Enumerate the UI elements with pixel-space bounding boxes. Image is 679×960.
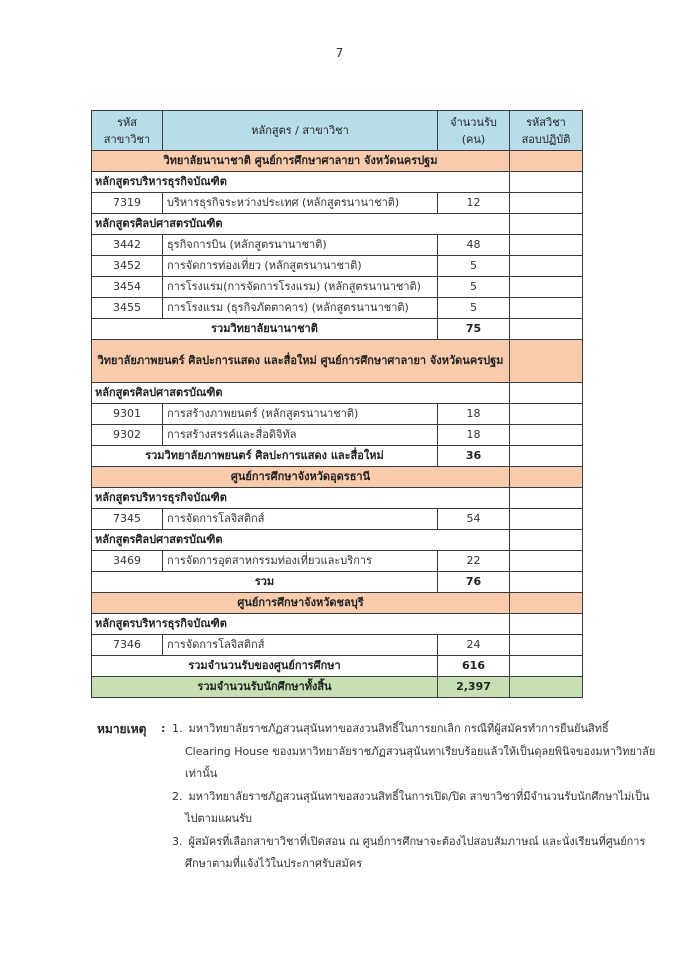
- program-name: การจัดการอุตสาหกรรมท่องเที่ยวและบริการ: [163, 551, 438, 572]
- section-total-row: [92, 656, 583, 677]
- group-row: [92, 488, 583, 509]
- program-quota: 12: [438, 193, 510, 214]
- group-title: หลักสูตรบริหารธุรกิจบัณฑิต: [92, 172, 510, 193]
- note-text: ผู้สมัครที่เลือกสาขาวิชาที่เปิดสอน ณ ศูนย์การศึกษาจะต้องไปสอบสัมภาษณ์ และนั่งเรียนที่ศูนย์การศึกษาตามที่แจ้งไว้ในประกาศรับสมัคร: [185, 834, 646, 870]
- header-quota: [438, 111, 510, 151]
- section-title: ศูนย์การศึกษาจังหวัดอุดรธานี: [92, 467, 510, 488]
- program-quota: 24: [438, 635, 510, 656]
- program-quota: 54: [438, 509, 510, 530]
- group-title: หลักสูตรบริหารธุรกิจบัณฑิต: [92, 488, 510, 509]
- program-code: 3452: [92, 256, 163, 277]
- exam-code-cell: [510, 214, 583, 235]
- section-total-label: รวมวิทยาลัยนานาชาติ: [92, 319, 438, 340]
- section-blank: [510, 467, 583, 488]
- header-quota-line1: จำนวนรับ: [450, 115, 497, 129]
- section-total-value: 76: [438, 572, 510, 593]
- program-code: 9302: [92, 425, 163, 446]
- table-row: [92, 277, 583, 298]
- table-row: [92, 193, 583, 214]
- header-exam-code: [510, 111, 583, 151]
- exam-code-cell: [510, 446, 583, 467]
- grand-total-row: [92, 677, 583, 698]
- table-row: [92, 509, 583, 530]
- group-row: [92, 214, 583, 235]
- section-total-row: [92, 319, 583, 340]
- section-blank: [510, 151, 583, 172]
- program-quota: 5: [438, 298, 510, 319]
- page-number: 7: [335, 46, 344, 60]
- header-program: หลักสูตร / สาขาวิชา: [163, 111, 438, 151]
- exam-code-cell: [510, 298, 583, 319]
- section-total-label: รวมจำนวนรับของศูนย์การศึกษา: [92, 656, 438, 677]
- table-row: [92, 425, 583, 446]
- section-title: วิทยาลัยนานาชาติ ศูนย์การศึกษาศาลายา จังหวัดนครปฐม: [92, 151, 510, 172]
- exam-code-cell: [510, 383, 583, 404]
- program-name: การจัดการโลจิสติกส์: [163, 635, 438, 656]
- program-name: การจัดการโลจิสติกส์: [163, 509, 438, 530]
- exam-code-cell: [510, 488, 583, 509]
- program-quota: 18: [438, 404, 510, 425]
- note-item: [97, 718, 657, 786]
- exam-code-cell: [510, 404, 583, 425]
- section-title: วิทยาลัยภาพยนตร์ ศิลปะการแสดง และสื่อใหม่ ศูนย์การศึกษาศาลายา จังหวัดนครปฐม: [92, 340, 510, 383]
- program-name: การจัดการท่องเที่ยว (หลักสูตรนานาชาติ): [163, 256, 438, 277]
- exam-code-cell: [510, 256, 583, 277]
- program-code: 3454: [92, 277, 163, 298]
- exam-code-cell: [510, 319, 583, 340]
- header-code-line2: สาขาวิชา: [103, 132, 151, 146]
- program-name: การสร้างภาพยนตร์ (หลักสูตรนานาชาติ): [163, 404, 438, 425]
- program-code: 3455: [92, 298, 163, 319]
- program-name: การสร้างสรรค์และสื่อดิจิทัล: [163, 425, 438, 446]
- program-code: 7319: [92, 193, 163, 214]
- note-text: มหาวิทยาลัยราชภัฏสวนสุนันทาขอสงวนสิทธิ์ในการยกเลิก กรณีที่ผู้สมัครทำการยืนยันสิทธิ์ Clearing House ของมหาวิทยาลัยราชภัฏสวนสุนันทาเรียบร้อยแล้วให้เป็นดุลยพินิจของมหาวิทยาลัยเท่านั้น: [185, 722, 656, 780]
- grand-total-value: 2,397: [438, 677, 510, 698]
- table-row: [92, 551, 583, 572]
- section-row: [92, 467, 583, 488]
- group-title: หลักสูตรบริหารธุรกิจบัณฑิต: [92, 614, 510, 635]
- table-row: [92, 298, 583, 319]
- program-code: 7346: [92, 635, 163, 656]
- exam-code-cell: [510, 551, 583, 572]
- section-total-row: [92, 446, 583, 467]
- section-row: [92, 151, 583, 172]
- exam-code-cell: [510, 614, 583, 635]
- program-quota: 5: [438, 277, 510, 298]
- group-title: หลักสูตรศิลปศาสตรบัณฑิต: [92, 530, 510, 551]
- section-total-row: [92, 572, 583, 593]
- header-code: [92, 111, 163, 151]
- section-row: [92, 340, 583, 383]
- note-text: มหาวิทยาลัยราชภัฏสวนสุนันทาขอสงวนสิทธิ์ในการเปิด/ปิด สาขาวิชาที่มีจำนวนรับนักศึกษาไม่เป็นไปตามแผนรับ: [185, 789, 650, 825]
- header-code-line1: รหัส: [117, 115, 137, 129]
- program-quota: 5: [438, 256, 510, 277]
- group-row: [92, 383, 583, 404]
- program-quota: 48: [438, 235, 510, 256]
- section-total-value: 36: [438, 446, 510, 467]
- exam-code-cell: [510, 235, 583, 256]
- group-title: หลักสูตรศิลปศาสตรบัณฑิต: [92, 214, 510, 235]
- section-total-label: รวม: [92, 572, 438, 593]
- notes-label: หมายเหตุ: [97, 722, 147, 736]
- group-row: [92, 172, 583, 193]
- exam-code-cell: [510, 635, 583, 656]
- group-row: [92, 614, 583, 635]
- section-blank: [510, 340, 583, 383]
- table-row: [92, 404, 583, 425]
- admission-quota-table: [91, 110, 583, 698]
- table-header-row: [92, 111, 583, 151]
- program-quota: 22: [438, 551, 510, 572]
- exam-code-cell: [510, 277, 583, 298]
- exam-code-cell: [510, 530, 583, 551]
- section-total-label: รวมวิทยาลัยภาพยนตร์ ศิลปะการแสดง และสื่อใหม่: [92, 446, 438, 467]
- program-name: ธุรกิจการบิน (หลักสูตรนานาชาติ): [163, 235, 438, 256]
- exam-code-cell: [510, 425, 583, 446]
- exam-code-cell: [510, 193, 583, 214]
- program-code: 3442: [92, 235, 163, 256]
- program-name: การโรงแรม (ธุรกิจภัตตาคาร) (หลักสูตรนานาชาติ): [163, 298, 438, 319]
- group-title: หลักสูตรศิลปศาสตรบัณฑิต: [92, 383, 510, 404]
- note-number: 2.: [172, 789, 183, 803]
- exam-code-cell: [510, 656, 583, 677]
- section-row: [92, 593, 583, 614]
- program-code: 9301: [92, 404, 163, 425]
- group-row: [92, 530, 583, 551]
- exam-code-cell: [510, 172, 583, 193]
- note-number: 1.: [172, 722, 183, 735]
- header-exam-line1: รหัสวิชา: [526, 115, 566, 129]
- section-total-value: 616: [438, 656, 510, 677]
- table-row: [92, 235, 583, 256]
- table-row: [92, 635, 583, 656]
- exam-code-cell: [510, 572, 583, 593]
- program-name: การโรงแรม(การจัดการโรงแรม) (หลักสูตรนานาชาติ): [163, 277, 438, 298]
- program-name: บริหารธุรกิจระหว่างประเทศ (หลักสูตรนานาชาติ): [163, 193, 438, 214]
- notes-colon: :: [161, 722, 166, 735]
- grand-total-label: รวมจำนวนรับนักศึกษาทั้งสิ้น: [92, 677, 438, 698]
- note-item: [97, 831, 657, 876]
- header-exam-line2: สอบปฏิบัติ: [521, 132, 571, 146]
- note-number: 3.: [172, 834, 183, 848]
- header-quota-line2: (คน): [461, 132, 486, 146]
- program-code: 7345: [92, 509, 163, 530]
- notes-section: [97, 718, 657, 876]
- note-item: [97, 786, 657, 831]
- section-title: ศูนย์การศึกษาจังหวัดชลบุรี: [92, 593, 510, 614]
- exam-code-cell: [510, 677, 583, 698]
- program-code: 3469: [92, 551, 163, 572]
- program-quota: 18: [438, 425, 510, 446]
- section-blank: [510, 593, 583, 614]
- table-row: [92, 256, 583, 277]
- section-total-value: 75: [438, 319, 510, 340]
- exam-code-cell: [510, 509, 583, 530]
